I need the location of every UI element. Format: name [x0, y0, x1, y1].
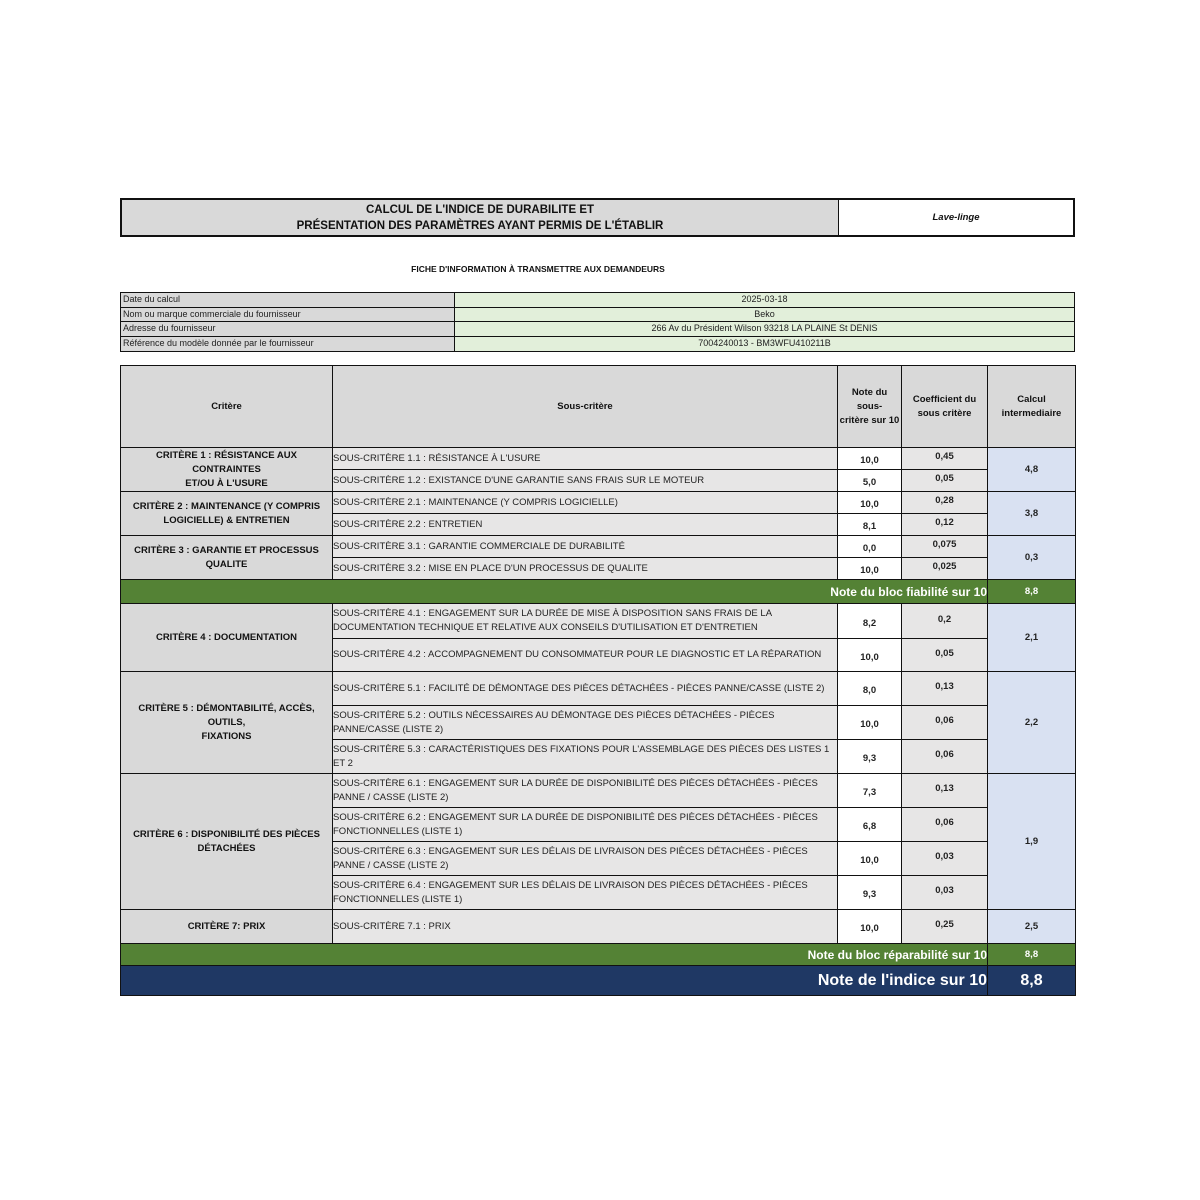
sous-critere-label: SOUS-CRITÈRE 2.1 : MAINTENANCE (Y COMPRIS LOGICIELLE) — [333, 492, 838, 514]
info-label: Référence du modèle donnée par le fournisseur — [121, 337, 455, 352]
table-row — [121, 910, 1076, 944]
critere-label: ET/OU À L'USURE — [185, 477, 268, 489]
critere-label: CRITÈRE 1 : RÉSISTANCE AUX CONTRAINTES — [156, 449, 297, 475]
sous-critere-label: SOUS-CRITÈRE 6.2 : ENGAGEMENT SUR LA DURÉE DE DISPONIBILITÉ DES PIÈCES DÉTACHÉES - PIÈCES FONCTIONNELLES (LISTE 1) — [333, 808, 838, 842]
coef-value: 0,28 — [935, 495, 954, 506]
info-value: 266 Av du Président Wilson 93218 LA PLAINE St DENIS — [455, 322, 1074, 336]
critere-label: CRITÈRE 7: PRIX — [187, 920, 266, 932]
coef-value: 0,075 — [932, 539, 957, 550]
sous-critere-note — [838, 558, 902, 580]
note-value: 10,0 — [860, 499, 879, 510]
bloc-reparabilite-value: 8,8 — [988, 944, 1076, 966]
product-type: Lave-linge — [839, 200, 1073, 235]
bloc-fiabilite-label: Note du bloc fiabilité sur 10 — [121, 580, 988, 604]
table-row — [121, 604, 1076, 639]
info-label: Date du calcul — [121, 293, 455, 307]
header-note-line-2: critère sur 10 — [839, 414, 900, 426]
critere-label: LOGICIELLE) & ENTRETIEN — [163, 514, 290, 526]
sous-critere-coefficient — [902, 740, 988, 774]
sous-critere-note — [838, 774, 902, 808]
table-row — [121, 492, 1076, 514]
sous-critere-note — [838, 492, 902, 514]
sous-critere-note — [838, 536, 902, 558]
sous-critere-note — [838, 740, 902, 774]
bloc-fiabilite-row — [121, 580, 1076, 604]
info-row — [121, 293, 1074, 308]
sous-critere-note — [838, 808, 902, 842]
sous-critere-label: SOUS-CRITÈRE 5.1 : FACILITÉ DE DÉMONTAGE DES PIÈCES DÉTACHÉES - PIÈCES PANNE/CASSE (LISTE 2) — [333, 672, 838, 706]
calcul-intermediaire: 0,3 — [988, 536, 1076, 580]
table-row — [121, 774, 1076, 808]
critere-7 — [121, 910, 333, 944]
coef-value: 0,13 — [935, 783, 954, 794]
table-row — [121, 536, 1076, 558]
sous-critere-note — [838, 706, 902, 740]
sous-critere-note — [838, 639, 902, 672]
sous-critere-label: SOUS-CRITÈRE 1.1 : RÉSISTANCE À L'USURE — [333, 448, 838, 470]
document-title — [122, 200, 839, 235]
critere-label: CRITÈRE 2 : MAINTENANCE (Y COMPRIS — [132, 500, 321, 512]
critere-label: QUALITE — [205, 558, 248, 570]
sous-critere-label: SOUS-CRITÈRE 5.2 : OUTILS NÉCESSAIRES AU DÉMONTAGE DES PIÈCES DÉTACHÉES - PIÈCES PANNE/CASSE (LISTE 2) — [333, 706, 838, 740]
sous-critere-label: SOUS-CRITÈRE 6.3 : ENGAGEMENT SUR LES DÉLAIS DE LIVRAISON DES PIÈCES DÉTACHÉES - PIÈCES PANNE / CASSE (LISTE 2) — [333, 842, 838, 876]
calcul-intermediaire: 3,8 — [988, 492, 1076, 536]
critere-5 — [121, 672, 333, 774]
calcul-intermediaire: 2,5 — [988, 910, 1076, 944]
info-value: 7004240013 - BM3WFU410211B — [455, 337, 1074, 352]
sous-critere-label: SOUS-CRITÈRE 2.2 : ENTRETIEN — [333, 514, 838, 536]
sous-critere-label: SOUS-CRITÈRE 6.1 : ENGAGEMENT SUR LA DURÉE DE DISPONIBILITÉ DES PIÈCES DÉTACHÉES - PIÈCES PANNE / CASSE (LISTE 2) — [333, 774, 838, 808]
coef-value: 0,06 — [935, 715, 954, 726]
sous-critere-note — [838, 514, 902, 536]
coef-value: 0,06 — [935, 749, 954, 760]
critere-label: CRITÈRE 4 : DOCUMENTATION — [155, 631, 298, 643]
info-label: Nom ou marque commerciale du fournisseur — [121, 308, 455, 322]
header-note-line-1: Note du sous- — [851, 386, 888, 412]
critere-3 — [121, 536, 333, 580]
coef-value: 0,05 — [935, 473, 954, 484]
sous-critere-coefficient — [902, 672, 988, 706]
note-value: 0,0 — [862, 543, 877, 554]
calcul-intermediaire: 2,1 — [988, 604, 1076, 672]
coef-value: 0,03 — [935, 851, 954, 862]
coef-value: 0,025 — [932, 561, 957, 572]
coef-value: 0,03 — [935, 885, 954, 896]
header-note — [838, 366, 902, 448]
note-value: 9,3 — [862, 753, 877, 764]
sous-critere-coefficient — [902, 842, 988, 876]
sous-critere-note — [838, 672, 902, 706]
sous-critere-label: SOUS-CRITÈRE 4.2 : ACCOMPAGNEMENT DU CONSOMMATEUR POUR LE DIAGNOSTIC ET LA RÉPARATION — [333, 639, 838, 672]
sous-critere-coefficient — [902, 492, 988, 514]
sous-critere-coefficient — [902, 910, 988, 944]
note-value: 10,0 — [860, 651, 879, 663]
coef-value: 0,05 — [935, 647, 954, 659]
note-value: 9,3 — [862, 889, 877, 900]
info-row — [121, 322, 1074, 337]
header-critere: Critère — [121, 366, 333, 448]
note-value: 6,8 — [862, 821, 877, 832]
title-box — [120, 198, 1075, 237]
coef-value: 0,45 — [935, 451, 954, 462]
sous-critere-coefficient — [902, 536, 988, 558]
critere-2 — [121, 492, 333, 536]
title-line-2: PRÉSENTATION DES PARAMÈTRES AYANT PERMIS DE L'ÉTABLIR — [296, 219, 664, 232]
note-value: 8,0 — [862, 685, 877, 696]
sous-critere-note — [838, 604, 902, 639]
sous-critere-note — [838, 448, 902, 470]
subtitle: FICHE D'INFORMATION À TRANSMETTRE AUX DEMANDEURS — [411, 264, 665, 274]
sous-critere-coefficient — [902, 448, 988, 470]
sous-critere-label: SOUS-CRITÈRE 7.1 : PRIX — [333, 910, 838, 944]
info-value: 2025-03-18 — [455, 293, 1074, 307]
sous-critere-label: SOUS-CRITÈRE 1.2 : EXISTANCE D'UNE GARANTIE SANS FRAIS SUR LE MOTEUR — [333, 470, 838, 492]
indice-value: 8,8 — [988, 966, 1076, 996]
sous-critere-note — [838, 470, 902, 492]
note-value: 10,0 — [860, 923, 879, 934]
info-row — [121, 337, 1074, 352]
supplier-info — [120, 292, 1075, 352]
critere-label: FIXATIONS — [201, 730, 252, 742]
sous-critere-label: SOUS-CRITÈRE 3.2 : MISE EN PLACE D'UN PROCESSUS DE QUALITE — [333, 558, 838, 580]
sous-critere-coefficient — [902, 706, 988, 740]
sous-critere-coefficient — [902, 514, 988, 536]
title-line-1: CALCUL DE L'INDICE DE DURABILITE ET — [365, 203, 595, 216]
info-label: Adresse du fournisseur — [121, 322, 455, 336]
note-value: 10,0 — [860, 565, 879, 576]
header-coef-line-2: sous critère — [917, 407, 972, 419]
coef-value: 0,06 — [935, 817, 954, 828]
coef-value: 0,12 — [935, 517, 954, 528]
sous-critere-note — [838, 842, 902, 876]
note-value: 8,1 — [862, 521, 877, 532]
header-calc-line-2: intermediaire — [1001, 407, 1062, 419]
table-header-row — [121, 366, 1076, 448]
sous-critere-coefficient — [902, 558, 988, 580]
note-value: 8,2 — [862, 617, 877, 629]
header-calcul — [988, 366, 1076, 448]
note-value: 7,3 — [862, 787, 877, 798]
sous-critere-label: SOUS-CRITÈRE 3.1 : GARANTIE COMMERCIALE DE DURABILITÉ — [333, 536, 838, 558]
durability-table — [120, 365, 1076, 996]
sous-critere-coefficient — [902, 604, 988, 639]
note-value: 10,0 — [860, 455, 879, 466]
bloc-reparabilite-row — [121, 944, 1076, 966]
coef-value: 0,25 — [935, 919, 954, 930]
critere-label: CRITÈRE 5 : DÉMONTABILITÉ, ACCÈS, OUTILS, — [138, 702, 315, 728]
indice-label: Note de l'indice sur 10 — [121, 966, 988, 996]
sous-critere-label: SOUS-CRITÈRE 6.4 : ENGAGEMENT SUR LES DÉLAIS DE LIVRAISON DES PIÈCES DÉTACHÉES - PIÈCES FONCTIONNELLES (LISTE 1) — [333, 876, 838, 910]
calcul-intermediaire: 2,2 — [988, 672, 1076, 774]
critere-1 — [121, 448, 333, 492]
sous-critere-note — [838, 876, 902, 910]
header-coefficient — [902, 366, 988, 448]
bloc-fiabilite-value: 8,8 — [988, 580, 1076, 604]
sous-critere-label: SOUS-CRITÈRE 4.1 : ENGAGEMENT SUR LA DURÉE DE MISE À DISPOSITION SANS FRAIS DE LA DOCUMENTATION TECHNIQUE ET RELATIVE AUX CONSEILS D'UTILISATION ET D'ENTRETIEN — [333, 604, 838, 639]
info-row — [121, 308, 1074, 323]
table-row — [121, 672, 1076, 706]
critere-6 — [121, 774, 333, 910]
sous-critere-coefficient — [902, 470, 988, 492]
sous-critere-coefficient — [902, 774, 988, 808]
sous-critere-label: SOUS-CRITÈRE 5.3 : CARACTÉRISTIQUES DES FIXATIONS POUR L'ASSEMBLAGE DES PIÈCES DES LISTES 1 ET 2 — [333, 740, 838, 774]
sous-critere-coefficient — [902, 876, 988, 910]
critere-label: CRITÈRE 3 : GARANTIE ET PROCESSUS — [134, 544, 319, 556]
header-sous-critere: Sous-critère — [333, 366, 838, 448]
sous-critere-coefficient — [902, 639, 988, 672]
calcul-intermediaire: 1,9 — [988, 774, 1076, 910]
header-calc-line-1: Calcul — [1017, 393, 1046, 405]
coef-value: 0,2 — [937, 613, 952, 625]
header-coef-line-1: Coefficient du — [912, 393, 977, 405]
indice-row — [121, 966, 1076, 996]
sous-critere-coefficient — [902, 808, 988, 842]
sous-critere-note — [838, 910, 902, 944]
table-row — [121, 448, 1076, 470]
note-value: 5,0 — [862, 477, 877, 488]
coef-value: 0,13 — [935, 681, 954, 692]
note-value: 10,0 — [860, 855, 879, 866]
info-value: Beko — [455, 308, 1074, 322]
calcul-intermediaire: 4,8 — [988, 448, 1076, 492]
critere-label: DÉTACHÉES — [197, 842, 256, 854]
note-value: 10,0 — [860, 719, 879, 730]
critere-4 — [121, 604, 333, 672]
bloc-reparabilite-label: Note du bloc réparabilité sur 10 — [121, 944, 988, 966]
critere-label: CRITÈRE 6 : DISPONIBILITÉ DES PIÈCES — [133, 828, 320, 840]
